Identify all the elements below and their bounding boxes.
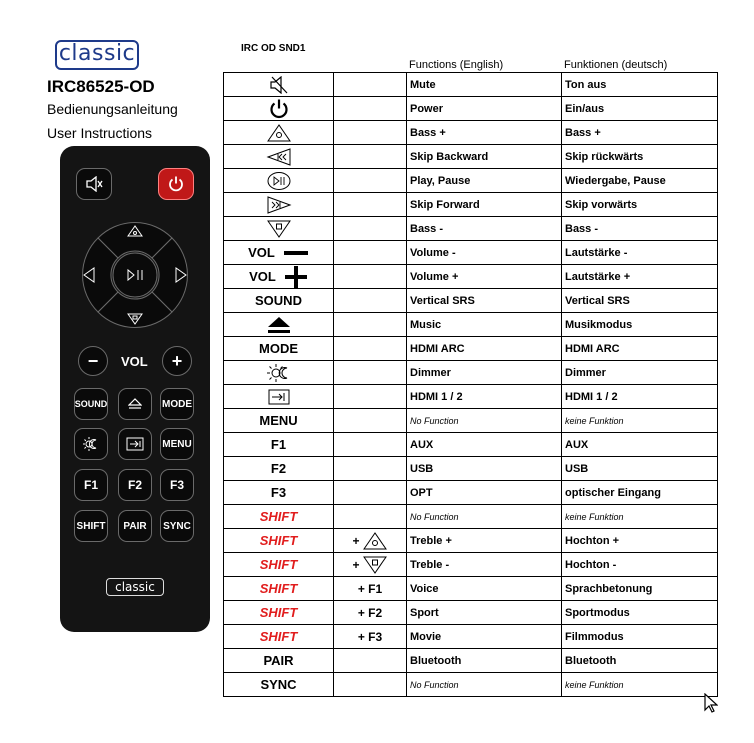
table-row [224, 649, 718, 673]
button-key-label: SHIFT [259, 533, 298, 548]
remote-f3-button: F3 [160, 469, 194, 501]
button-cell [224, 265, 334, 289]
button-key-label: VOL [248, 245, 275, 260]
function-german-text: Hochton + [565, 534, 620, 547]
function-english-text: OPT [410, 486, 433, 499]
function-english [407, 361, 562, 385]
function-german [562, 673, 718, 697]
function-english [407, 529, 562, 553]
combo-cell [334, 505, 407, 529]
table-row [224, 289, 718, 313]
function-german-text: Wiedergabe, Pause [565, 174, 666, 187]
remote-dpad [76, 216, 194, 334]
table-row [224, 145, 718, 169]
function-german [562, 577, 718, 601]
remote-pair-button: PAIR [118, 510, 152, 542]
table-row [224, 217, 718, 241]
function-english-text: Vertical SRS [410, 294, 475, 307]
down-triangle-icon [362, 555, 388, 575]
table-title: IRC OD SND1 [241, 43, 306, 54]
button-cell [224, 145, 334, 169]
button-key-label: PAIR [263, 653, 294, 668]
button-cell [224, 217, 334, 241]
skip-forward-icon [266, 196, 292, 214]
mute-icon [85, 176, 103, 192]
button-cell [224, 409, 334, 433]
function-english-text: Sport [410, 606, 439, 619]
function-german-text: Lautstärke + [565, 270, 631, 283]
button-key-label: MENU [259, 413, 298, 428]
remote-mute-button [76, 168, 112, 200]
function-german-text: Bass - [565, 222, 599, 235]
table-row [224, 433, 718, 457]
function-english-text: Dimmer [410, 366, 451, 379]
combo-cell [334, 625, 407, 649]
combo-cell [334, 553, 407, 577]
combo-label: + F2 [357, 605, 383, 620]
button-cell [224, 169, 334, 193]
table-row [224, 553, 718, 577]
column-header-english: Functions (English) [409, 59, 504, 71]
button-cell [224, 313, 334, 337]
table-row [224, 601, 718, 625]
combo-cell [334, 217, 407, 241]
table-row [224, 73, 718, 97]
function-german-text: Musikmodus [565, 318, 633, 331]
button-key-label: F1 [270, 437, 287, 452]
combo-cell [334, 193, 407, 217]
combo-cell [334, 265, 407, 289]
combo-cell [334, 601, 407, 625]
button-cell [224, 337, 334, 361]
function-german-text: HDMI 1 / 2 [565, 390, 618, 403]
function-english [407, 337, 562, 361]
minus-icon [283, 248, 309, 258]
remote-eject-button [118, 388, 152, 420]
table-row [224, 457, 718, 481]
dpad-center [113, 253, 157, 297]
button-cell [224, 529, 334, 553]
mouse-cursor-icon [704, 693, 718, 713]
power-icon [167, 175, 185, 193]
dimmer-icon [82, 436, 100, 452]
button-cell [224, 481, 334, 505]
function-english-text: Music [410, 318, 442, 331]
combo-label: + F3 [357, 629, 383, 644]
remote-menu-button: MENU [160, 428, 194, 460]
combo-cell [334, 457, 407, 481]
table-row [224, 241, 718, 265]
function-english [407, 97, 562, 121]
function-german [562, 457, 718, 481]
function-table [223, 72, 718, 697]
button-key-label: SHIFT [259, 581, 298, 596]
function-german [562, 265, 718, 289]
function-german [562, 169, 718, 193]
function-german [562, 289, 718, 313]
play-pause-icon [266, 171, 292, 191]
table-row [224, 337, 718, 361]
function-german-text: Filmmodus [565, 630, 624, 643]
combo-label: + [352, 533, 360, 548]
function-english [407, 409, 562, 433]
function-english [407, 553, 562, 577]
button-cell [224, 193, 334, 217]
combo-cell [334, 361, 407, 385]
function-german-text: optischer Eingang [565, 486, 661, 499]
remote-logo: classic [106, 578, 164, 596]
combo-cell [334, 289, 407, 313]
function-english [407, 457, 562, 481]
combo-cell [334, 529, 407, 553]
combo-cell [334, 577, 407, 601]
function-english [407, 289, 562, 313]
function-english [407, 601, 562, 625]
function-german [562, 481, 718, 505]
function-german-text: Hochton - [565, 558, 617, 571]
remote-dimmer-button [74, 428, 108, 460]
table-row [224, 313, 718, 337]
function-german [562, 217, 718, 241]
column-header-german: Funktionen (deutsch) [564, 59, 668, 71]
button-key-label: SOUND [255, 293, 302, 308]
combo-cell [334, 649, 407, 673]
button-cell [224, 97, 334, 121]
remote-f1-button: F1 [74, 469, 108, 501]
function-english-text: Treble + [410, 534, 452, 547]
table-row [224, 505, 718, 529]
function-english [407, 121, 562, 145]
function-german [562, 361, 718, 385]
function-english [407, 169, 562, 193]
function-german [562, 313, 718, 337]
combo-cell [334, 169, 407, 193]
function-english-text: HDMI 1 / 2 [410, 390, 463, 403]
function-german-text: Skip rückwärts [565, 150, 644, 163]
function-english [407, 265, 562, 289]
button-cell [224, 241, 334, 265]
button-key-label: SHIFT [259, 629, 298, 644]
logo-text: classic [58, 40, 136, 66]
button-key-label: SHIFT [259, 605, 298, 620]
function-english [407, 433, 562, 457]
function-german [562, 433, 718, 457]
function-english [407, 73, 562, 97]
function-german [562, 97, 718, 121]
function-english-text: HDMI ARC [410, 342, 465, 355]
remote-vol-minus-button: − [78, 346, 108, 376]
function-english-text: Voice [410, 582, 439, 595]
eject-icon [128, 398, 142, 410]
model-number: IRC86525-OD [47, 77, 155, 96]
function-german-text: keine Funktion [565, 511, 624, 522]
function-english-text: Bass + [410, 126, 446, 139]
input-icon [268, 389, 290, 405]
button-cell [224, 433, 334, 457]
function-german [562, 73, 718, 97]
button-cell [224, 553, 334, 577]
plus-icon [284, 265, 308, 289]
button-cell [224, 361, 334, 385]
combo-cell [334, 73, 407, 97]
button-cell [224, 121, 334, 145]
up-triangle-icon [266, 123, 292, 143]
function-german [562, 625, 718, 649]
function-german-text: USB [565, 462, 589, 475]
combo-cell [334, 481, 407, 505]
combo-cell [334, 673, 407, 697]
function-german [562, 121, 718, 145]
button-cell [224, 625, 334, 649]
button-key-label: SHIFT [259, 509, 298, 524]
remote-power-button [158, 168, 194, 200]
function-english-text: Mute [410, 78, 436, 91]
button-cell [224, 649, 334, 673]
button-key-label: MODE [259, 341, 298, 356]
function-english-text: Bluetooth [410, 654, 462, 667]
skip-back-icon [266, 148, 292, 166]
function-german-text: Sprachbetonung [565, 582, 653, 595]
function-german-text: keine Funktion [565, 679, 624, 690]
button-cell [224, 577, 334, 601]
button-cell [224, 457, 334, 481]
function-english-text: USB [410, 462, 434, 475]
combo-cell [334, 313, 407, 337]
function-english-text: Movie [410, 630, 442, 643]
function-english-text: Skip Backward [410, 150, 489, 163]
button-cell [224, 601, 334, 625]
combo-cell [334, 121, 407, 145]
function-german [562, 385, 718, 409]
button-cell [224, 505, 334, 529]
table-row [224, 385, 718, 409]
remote-sound-button: SOUND [74, 388, 108, 420]
button-cell [224, 673, 334, 697]
function-german [562, 145, 718, 169]
function-english-text: AUX [410, 438, 434, 451]
function-german-text: Bluetooth [565, 654, 617, 667]
function-english-text: Volume + [410, 270, 459, 283]
down-triangle-icon [266, 219, 292, 239]
function-english [407, 241, 562, 265]
remote-shift-button: SHIFT [74, 510, 108, 542]
function-german-text: Skip vorwärts [565, 198, 638, 211]
function-german-text: Bass + [565, 126, 601, 139]
function-english [407, 145, 562, 169]
remote-f2-button: F2 [118, 469, 152, 501]
subtitle-english: User Instructions [47, 125, 153, 141]
function-english [407, 313, 562, 337]
eject-icon [267, 316, 291, 334]
button-key-label: F3 [270, 485, 287, 500]
function-german [562, 553, 718, 577]
button-key-label: VOL [249, 269, 276, 284]
power-icon [268, 98, 290, 120]
function-german-text: Lautstärke - [565, 246, 628, 259]
function-english-text: No Function [410, 511, 459, 522]
function-german [562, 193, 718, 217]
input-icon [126, 437, 144, 451]
function-german [562, 505, 718, 529]
table-row [224, 673, 718, 697]
function-english-text: Treble - [410, 558, 450, 571]
remote-vol-label: VOL [121, 354, 148, 369]
function-english-text: No Function [410, 679, 459, 690]
combo-cell [334, 241, 407, 265]
remote-sync-button: SYNC [160, 510, 194, 542]
button-key-label: SYNC [260, 677, 297, 692]
table-row [224, 577, 718, 601]
remote-control-illustration [60, 146, 210, 632]
combo-label: + [352, 557, 360, 572]
combo-cell [334, 97, 407, 121]
table-row [224, 481, 718, 505]
remote-mode-button: MODE [160, 388, 194, 420]
function-english-text: Skip Forward [410, 198, 480, 211]
table-row [224, 169, 718, 193]
table-row [224, 361, 718, 385]
function-english [407, 625, 562, 649]
function-english [407, 481, 562, 505]
combo-label: + F1 [357, 581, 383, 596]
function-german [562, 241, 718, 265]
function-english [407, 505, 562, 529]
function-english [407, 217, 562, 241]
button-key-label: F2 [270, 461, 287, 476]
combo-cell [334, 385, 407, 409]
function-english [407, 193, 562, 217]
table-row [224, 529, 718, 553]
up-triangle-icon [362, 531, 388, 551]
function-english-text: Volume - [410, 246, 456, 259]
function-german [562, 409, 718, 433]
button-cell [224, 385, 334, 409]
remote-input-button [118, 428, 152, 460]
button-cell [224, 289, 334, 313]
classic-logo [55, 40, 139, 70]
function-german [562, 337, 718, 361]
button-key-label: SHIFT [259, 557, 298, 572]
function-german-text: Vertical SRS [565, 294, 630, 307]
function-german-text: Ton aus [565, 78, 607, 91]
dimmer-icon [266, 363, 292, 383]
function-english-text: No Function [410, 415, 459, 426]
combo-cell [334, 433, 407, 457]
table-row [224, 625, 718, 649]
table-row [224, 97, 718, 121]
remote-vol-plus-button: + [162, 346, 192, 376]
function-german-text: HDMI ARC [565, 342, 620, 355]
function-english [407, 577, 562, 601]
function-german-text: Sportmodus [565, 606, 630, 619]
table-row [224, 265, 718, 289]
function-german-text: Dimmer [565, 366, 606, 379]
function-english [407, 673, 562, 697]
function-english-text: Bass - [410, 222, 444, 235]
mute-icon [269, 76, 289, 94]
function-german [562, 649, 718, 673]
subtitle-german: Bedienungsanleitung [47, 101, 178, 117]
function-german-text: keine Funktion [565, 415, 624, 426]
function-english [407, 649, 562, 673]
table-row [224, 409, 718, 433]
function-german-text: AUX [565, 438, 589, 451]
combo-cell [334, 337, 407, 361]
function-german [562, 601, 718, 625]
function-german-text: Ein/aus [565, 102, 605, 115]
table-row [224, 193, 718, 217]
combo-cell [334, 145, 407, 169]
function-english [407, 385, 562, 409]
combo-cell [334, 409, 407, 433]
table-row [224, 121, 718, 145]
function-english-text: Play, Pause [410, 174, 471, 187]
button-cell [224, 73, 334, 97]
function-german [562, 529, 718, 553]
function-english-text: Power [410, 102, 444, 115]
